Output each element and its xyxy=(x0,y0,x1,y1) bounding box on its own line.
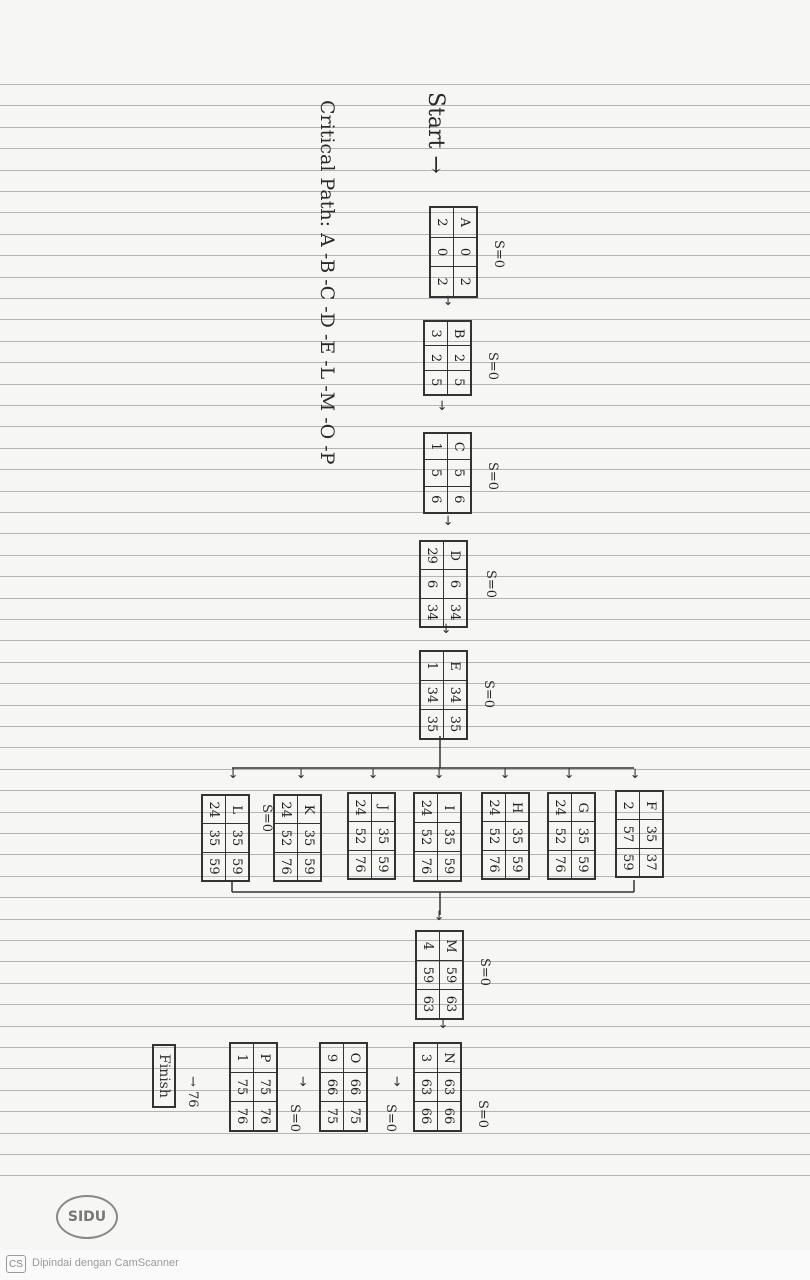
node-L-es: 35 xyxy=(226,823,248,851)
node-I xyxy=(413,792,462,882)
node-K-ls: 52 xyxy=(275,823,297,851)
node-D xyxy=(419,540,468,628)
scanner-footer xyxy=(0,1250,810,1280)
ruled-line xyxy=(0,833,810,834)
ruled-line xyxy=(0,940,810,941)
end-value-text: 76 xyxy=(185,1091,200,1108)
ruled-line xyxy=(0,298,810,299)
node-O-lf: 75 xyxy=(321,1101,343,1130)
node-D-lf: 34 xyxy=(421,598,443,626)
ruled-line xyxy=(0,876,810,877)
node-O-ef: 75 xyxy=(344,1101,366,1130)
ruled-line xyxy=(0,277,810,278)
ruled-line xyxy=(0,1026,810,1027)
ruled-line xyxy=(0,191,810,192)
ruled-line xyxy=(0,319,810,320)
node-C-ls: 5 xyxy=(425,459,447,485)
node-F-duration: 2 xyxy=(620,801,636,810)
ruled-line xyxy=(0,769,810,770)
arrow-to-M-icon: → xyxy=(431,910,446,921)
node-E xyxy=(419,650,468,740)
arrow-A-B-icon: → xyxy=(440,295,455,306)
node-K-ef: 59 xyxy=(298,852,320,880)
arrow-N-O-icon: → xyxy=(389,1076,404,1087)
node-L-duration: 24 xyxy=(206,801,222,818)
node-H-name: H xyxy=(509,801,525,814)
node-M-name: M xyxy=(443,939,459,953)
node-G-name: G xyxy=(575,802,591,813)
node-J-name: J xyxy=(375,805,391,811)
camscanner-icon: CS xyxy=(6,1255,26,1273)
node-B-ls: 2 xyxy=(425,345,447,369)
node-A-es: 0 xyxy=(454,237,476,267)
node-M-lf: 63 xyxy=(417,989,439,1018)
ruled-line xyxy=(0,1175,810,1176)
slack-N: S=0 xyxy=(475,1100,490,1129)
ruled-line xyxy=(0,705,810,706)
node-B-es: 2 xyxy=(448,345,470,369)
ruled-line xyxy=(0,491,810,492)
node-L xyxy=(201,794,250,882)
node-K-name: K xyxy=(301,804,317,815)
node-P xyxy=(229,1042,278,1132)
node-B-lf: 5 xyxy=(425,370,447,394)
arrow-to-L-icon: → xyxy=(225,768,240,779)
ruled-line xyxy=(0,234,810,235)
node-L-lf: 59 xyxy=(203,852,225,880)
ruled-line xyxy=(0,1068,810,1069)
end-arrow-icon: → xyxy=(185,1076,200,1092)
node-N xyxy=(413,1042,462,1132)
node-A-duration: 2 xyxy=(434,218,450,227)
node-D-ls: 6 xyxy=(421,569,443,597)
node-E-ef: 35 xyxy=(444,709,466,738)
start-text: Start xyxy=(423,92,448,149)
node-A-lf: 2 xyxy=(431,266,453,296)
ruled-line xyxy=(0,170,810,171)
node-G-ef: 59 xyxy=(572,850,594,878)
node-F-name: F xyxy=(643,801,659,811)
ruled-line xyxy=(0,1047,810,1048)
node-I-ls: 52 xyxy=(415,822,437,851)
node-G xyxy=(547,792,596,880)
ruled-line xyxy=(0,1090,810,1091)
ruled-line xyxy=(0,812,810,813)
node-P-name: P xyxy=(257,1053,273,1063)
node-N-ef: 66 xyxy=(438,1101,460,1130)
node-L-ef: 59 xyxy=(226,852,248,880)
node-M-ls: 59 xyxy=(417,960,439,989)
node-J-es: 35 xyxy=(372,821,394,849)
arrow-to-H-icon: → xyxy=(497,768,512,779)
ruled-line xyxy=(0,1004,810,1005)
ruled-line xyxy=(0,255,810,256)
node-M-duration: 4 xyxy=(420,941,436,951)
ruled-line xyxy=(0,961,810,962)
node-E-lf: 35 xyxy=(421,709,443,738)
node-A xyxy=(429,206,478,298)
node-H xyxy=(481,792,530,880)
ruled-line xyxy=(0,512,810,513)
slack-D: S=0 xyxy=(483,570,498,599)
node-J xyxy=(347,792,396,880)
node-J-lf: 76 xyxy=(349,850,371,878)
node-N-ls: 63 xyxy=(415,1072,437,1101)
node-F-lf: 59 xyxy=(617,848,639,876)
end-value xyxy=(185,1076,200,1108)
ruled-line xyxy=(0,555,810,556)
node-A-ls: 0 xyxy=(431,237,453,267)
node-O-ls: 66 xyxy=(321,1072,343,1101)
ruled-line xyxy=(0,598,810,599)
ruled-line xyxy=(0,148,810,149)
ruled-line xyxy=(0,897,810,898)
node-P-es: 75 xyxy=(254,1072,276,1101)
node-H-es: 35 xyxy=(506,821,528,849)
arrow-to-I-icon: → xyxy=(431,768,446,779)
node-I-lf: 76 xyxy=(415,851,437,880)
node-C-duration: 1 xyxy=(428,442,444,451)
node-O-es: 66 xyxy=(344,1072,366,1101)
node-C-lf: 6 xyxy=(425,486,447,512)
slack-C: S=0 xyxy=(485,462,500,491)
arrow-to-K-icon: → xyxy=(293,768,308,779)
ruled-line xyxy=(0,619,810,620)
node-D-es: 6 xyxy=(444,569,466,597)
node-L-ls: 35 xyxy=(203,823,225,851)
node-E-name: E xyxy=(447,661,463,671)
arrow-to-J-icon: → xyxy=(365,768,380,779)
arrow-C-D-icon: → xyxy=(440,515,455,526)
node-M xyxy=(415,930,464,1020)
ruled-line xyxy=(0,983,810,984)
ruled-line xyxy=(0,362,810,363)
ruled-line xyxy=(0,341,810,342)
node-H-ls: 52 xyxy=(483,821,505,849)
slack-B: S=0 xyxy=(485,352,500,381)
node-O-name: O xyxy=(347,1052,363,1064)
node-O xyxy=(319,1042,368,1132)
node-N-es: 63 xyxy=(438,1072,460,1101)
ruled-line xyxy=(0,854,810,855)
node-K-es: 35 xyxy=(298,823,320,851)
ruled-line xyxy=(0,662,810,663)
node-N-lf: 66 xyxy=(415,1101,437,1130)
node-H-duration: 24 xyxy=(486,799,502,816)
ruled-line xyxy=(0,576,810,577)
ruled-line xyxy=(0,426,810,427)
node-D-duration: 29 xyxy=(424,547,440,564)
node-J-ls: 52 xyxy=(349,821,371,849)
node-H-lf: 76 xyxy=(483,850,505,878)
node-P-lf: 76 xyxy=(231,1101,253,1130)
ruled-line xyxy=(0,747,810,748)
node-A-ef: 2 xyxy=(454,266,476,296)
node-J-duration: 24 xyxy=(352,799,368,816)
ruled-line xyxy=(0,533,810,534)
sidu-logo: SIDU xyxy=(56,1195,118,1239)
node-F-ef: 37 xyxy=(640,848,662,876)
node-E-ls: 34 xyxy=(421,680,443,709)
node-E-es: 34 xyxy=(444,680,466,709)
node-G-es: 35 xyxy=(572,821,594,849)
ruled-line xyxy=(0,105,810,106)
arrow-B-C-icon: → xyxy=(434,400,449,411)
node-J-ef: 59 xyxy=(372,850,394,878)
node-P-ef: 76 xyxy=(254,1101,276,1130)
node-I-duration: 24 xyxy=(418,799,434,817)
node-B-duration: 3 xyxy=(428,329,444,338)
ruled-line xyxy=(0,405,810,406)
ruled-line xyxy=(0,919,810,920)
ruled-line xyxy=(0,1111,810,1112)
critical-path-text: Critical Path: A -B -C -D -E -L -M -O -P xyxy=(316,100,338,465)
node-K-duration: 24 xyxy=(278,801,294,818)
slack-O-arrow: S=0 xyxy=(383,1104,398,1133)
node-C-ef: 6 xyxy=(448,486,470,512)
node-P-duration: 1 xyxy=(234,1053,250,1063)
node-E-duration: 1 xyxy=(424,661,440,671)
arrow-M-N-icon: → xyxy=(435,1018,450,1029)
ruled-line xyxy=(0,1154,810,1155)
node-B-name: B xyxy=(451,328,467,339)
node-N-duration: 3 xyxy=(418,1053,434,1063)
scanner-footer-text: Dipindai dengan CamScanner xyxy=(32,1257,179,1269)
node-P-ls: 75 xyxy=(231,1072,253,1101)
node-L-name: L xyxy=(229,805,245,814)
ruled-line xyxy=(0,790,810,791)
node-F-es: 35 xyxy=(640,819,662,847)
node-C xyxy=(423,432,472,514)
ruled-line xyxy=(0,469,810,470)
node-D-name: D xyxy=(447,550,463,561)
node-B xyxy=(423,320,472,396)
ruled-line xyxy=(0,212,810,213)
arrow-D-E-icon: → xyxy=(438,623,453,634)
node-D-ef: 34 xyxy=(444,598,466,626)
node-G-lf: 76 xyxy=(549,850,571,878)
node-B-ef: 5 xyxy=(448,370,470,394)
node-G-duration: 24 xyxy=(552,799,568,816)
slack-A: S=0 xyxy=(491,240,506,269)
ruled-line xyxy=(0,640,810,641)
arrow-to-G-icon: → xyxy=(561,768,576,779)
node-O-duration: 9 xyxy=(324,1053,340,1063)
ruled-line xyxy=(0,84,810,85)
ruled-line xyxy=(0,384,810,385)
arrow-to-F-icon: → xyxy=(627,768,642,779)
node-K xyxy=(273,794,322,882)
slack-M: S=0 xyxy=(477,958,492,987)
ruled-line xyxy=(0,726,810,727)
node-F xyxy=(615,790,664,878)
slack-P-arrow: S=0 xyxy=(287,1104,302,1133)
arrow-O-P-icon: → xyxy=(295,1076,310,1087)
ruled-line xyxy=(0,448,810,449)
ruled-line xyxy=(0,1133,810,1134)
node-G-ls: 52 xyxy=(549,821,571,849)
node-M-es: 59 xyxy=(440,960,462,989)
node-A-name: A xyxy=(457,217,473,228)
node-C-name: C xyxy=(451,441,467,452)
node-I-ef: 59 xyxy=(438,851,460,880)
ruled-line xyxy=(0,127,810,128)
start-arrow-icon: → xyxy=(423,155,448,174)
node-I-name: I xyxy=(441,805,457,811)
node-N-name: N xyxy=(441,1052,457,1064)
ruled-line xyxy=(0,683,810,684)
finish-box: Finish xyxy=(152,1044,176,1108)
start-label xyxy=(423,92,448,174)
node-M-ef: 63 xyxy=(440,989,462,1018)
node-K-lf: 76 xyxy=(275,852,297,880)
node-C-es: 5 xyxy=(448,459,470,485)
node-F-ls: 57 xyxy=(617,819,639,847)
node-I-es: 35 xyxy=(438,822,460,851)
node-H-ef: 59 xyxy=(506,850,528,878)
slack-L: S=0 xyxy=(259,804,274,833)
slack-E: S=0 xyxy=(481,680,496,709)
